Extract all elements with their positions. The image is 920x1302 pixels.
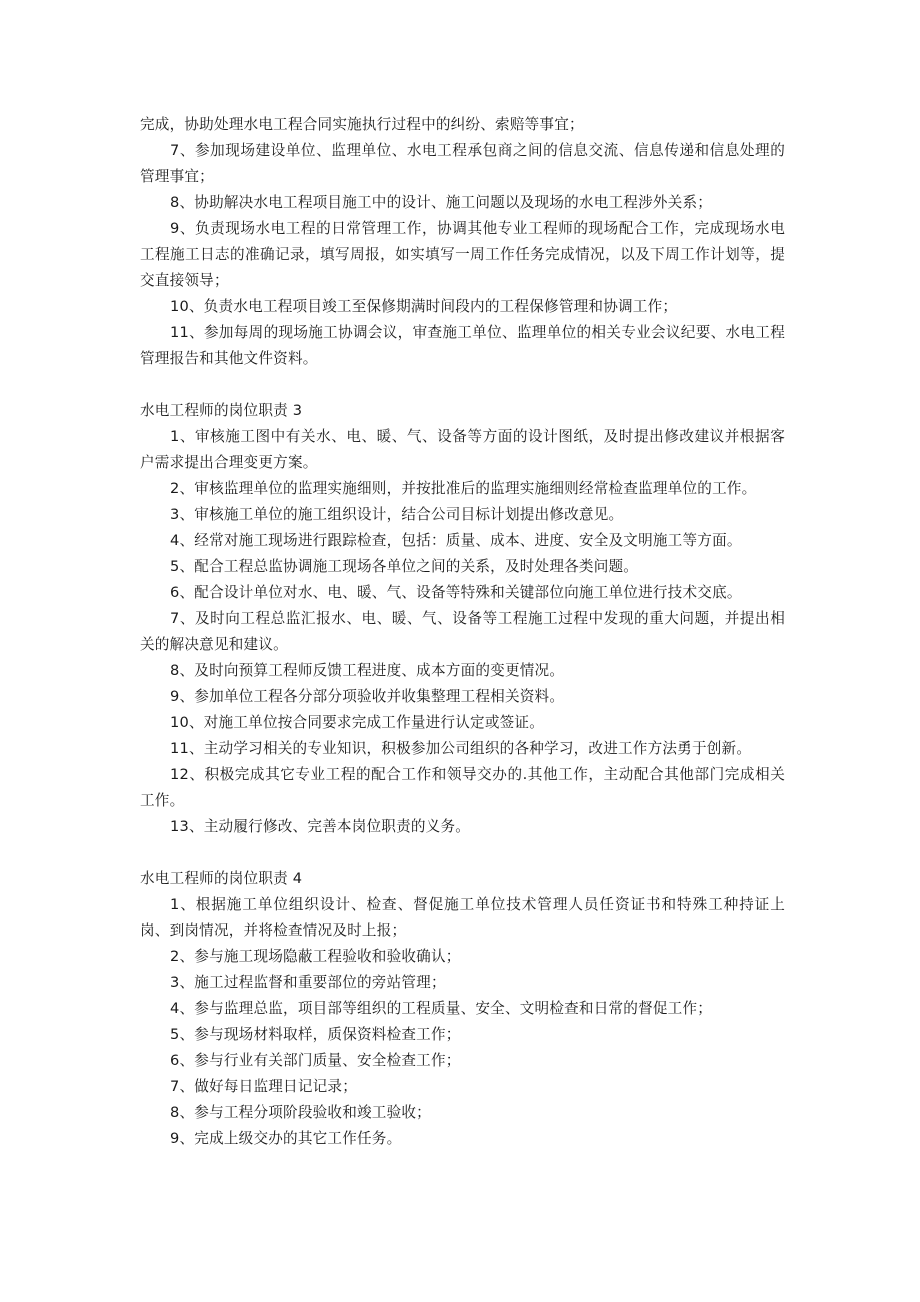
duty-item: 6、参与行业有关部门质量、安全检查工作； bbox=[170, 1052, 461, 1069]
duty-item: 8、参与工程分项阶段验收和竣工验收； bbox=[170, 1104, 431, 1121]
duty-item: 3、审核施工单位的施工组织设计，结合公司目标计划提出修改意见。 bbox=[170, 506, 624, 523]
duty-item: 1、审核施工图中有关水、电、暖、气、设备等方面的设计图纸，及时提出修改建议并根据客户需求提出合理变更方案。 bbox=[140, 428, 785, 471]
duty-item: 11、主动学习相关的专业知识，积极参加公司组织的各种学习，改进工作方法勇于创新。 bbox=[170, 740, 752, 757]
section-spacer bbox=[140, 840, 785, 866]
duty-item: 2、审核监理单位的监理实施细则，并按批准后的监理实施细则经常检查监理单位的工作。 bbox=[170, 480, 757, 497]
duty-item: 1、根据施工单位组织设计、检查、督促施工单位技术管理人员任资证书和特殊工种持证上岗、到岗情况，并将检查情况及时上报； bbox=[140, 896, 785, 939]
duty-item: 3、施工过程监督和重要部位的旁站管理； bbox=[170, 974, 446, 991]
section-spacer bbox=[140, 372, 785, 398]
duty-item: 9、负责现场水电工程的日常管理工作，协调其他专业工程师的现场配合工作，完成现场水电工程施工日志的准确记录，填写周报，如实填写一周工作任务完成情况，以及下周工作计划等，提交直接领导； bbox=[140, 220, 785, 289]
duty-item: 7、参加现场建设单位、监理单位、水电工程承包商之间的信息交流、信息传递和信息处理的管理事宜； bbox=[140, 142, 785, 185]
duty-item: 10、对施工单位按合同要求完成工作量进行认定或签证。 bbox=[170, 714, 545, 731]
duty-item: 8、协助解决水电工程项目施工中的设计、施工问题以及现场的水电工程涉外关系； bbox=[170, 194, 713, 211]
duty-item: 9、完成上级交办的其它工作任务。 bbox=[170, 1130, 402, 1147]
duty-item: 7、做好每日监理日记记录； bbox=[170, 1078, 358, 1095]
duty-item: 2、参与施工现场隐蔽工程验收和验收确认； bbox=[170, 948, 461, 965]
duty-item: 5、参与现场材料取样，质保资料检查工作； bbox=[170, 1026, 461, 1043]
duty-item: 4、经常对施工现场进行跟踪检查，包括：质量、成本、进度、安全及文明施工等方面。 bbox=[170, 532, 742, 549]
duty-item: 6、配合设计单位对水、电、暖、气、设备等特殊和关键部位向施工单位进行技术交底。 bbox=[170, 584, 742, 601]
duty-item: 11、参加每周的现场施工协调会议，审查施工单位、监理单位的相关专业会议纪要、水电工程管理报告和其他文件资料。 bbox=[140, 324, 785, 367]
duty-item: 8、及时向预算工程师反馈工程进度、成本方面的变更情况。 bbox=[170, 662, 565, 679]
duty-item: 9、参加单位工程各分部分项验收并收集整理工程相关资料。 bbox=[170, 688, 565, 705]
duty-item: 5、配合工程总监协调施工现场各单位之间的关系，及时处理各类问题。 bbox=[170, 558, 639, 575]
section-heading: 水电工程师的岗位职责 4 bbox=[140, 870, 303, 887]
paragraph-continued: 完成，协助处理水电工程合同实施执行过程中的纠纷、索赔等事宜； bbox=[140, 116, 584, 133]
section-heading: 水电工程师的岗位职责 3 bbox=[140, 402, 303, 419]
duty-item: 7、及时向工程总监汇报水、电、暖、气、设备等工程施工过程中发现的重大问题，并提出相关的解决意见和建议。 bbox=[140, 610, 785, 653]
duty-item: 13、主动履行修改、完善本岗位职责的义务。 bbox=[170, 818, 471, 835]
duty-item: 12、积极完成其它专业工程的配合工作和领导交办的.其他工作，主动配合其他部门完成相关工作。 bbox=[140, 766, 785, 809]
duty-item: 4、参与监理总监，项目部等组织的工程质量、安全、文明检查和日常的督促工作； bbox=[170, 1000, 713, 1017]
document-page bbox=[140, 112, 785, 1152]
duty-item: 10、负责水电工程项目竣工至保修期满时间段内的工程保修管理和协调工作； bbox=[170, 298, 678, 315]
